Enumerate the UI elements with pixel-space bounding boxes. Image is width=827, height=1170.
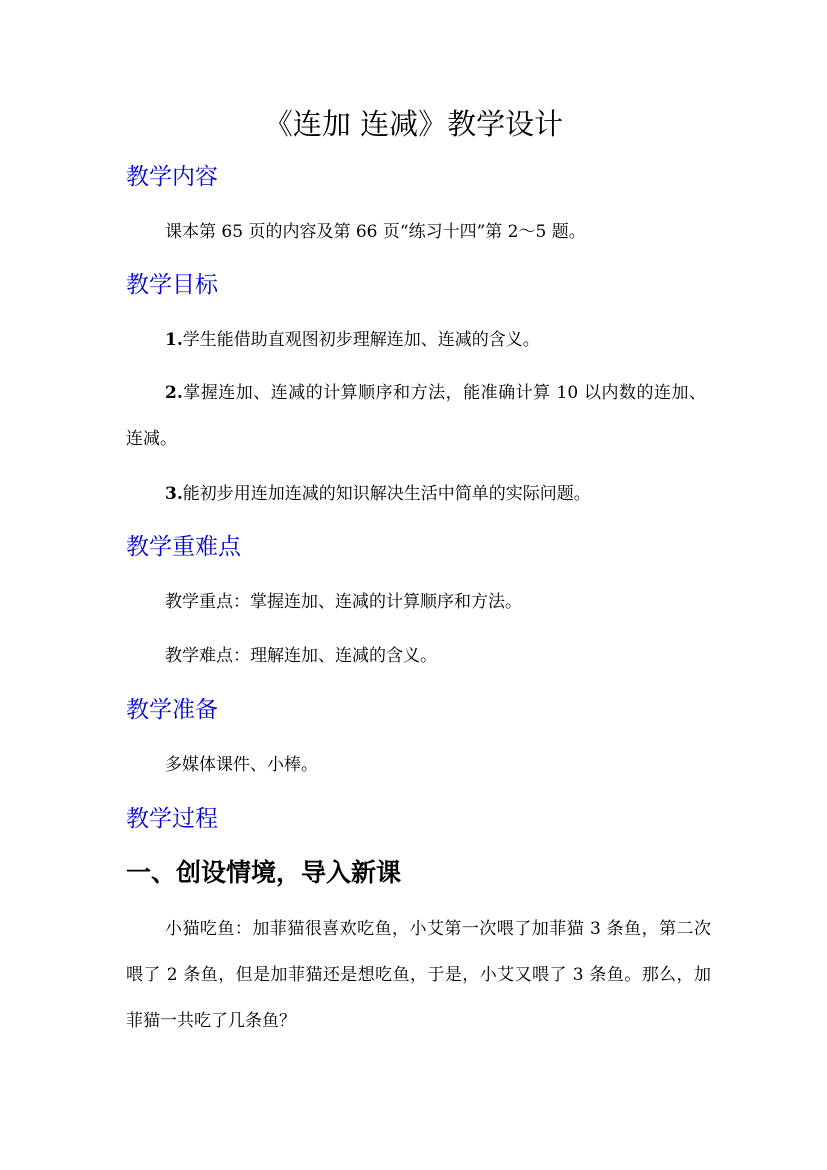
heading-teaching-goals: 教学目标: [126, 272, 218, 298]
goal-item-number: 3.: [165, 484, 183, 504]
goal-item-3: [165, 482, 591, 506]
document-title: 《连加 连减》教学设计: [263, 107, 564, 141]
step-1-title: 一、创设情境，导入新课: [126, 858, 402, 887]
goal-item-text: 学生能借助直观图初步理解连加、连减的含义。: [182, 330, 540, 350]
teaching-difficulty-text: 教学难点：理解连加、连减的含义。: [165, 646, 437, 666]
goal-item-text: 能初步用连加连减的知识解决生活中简单的实际问题。: [182, 484, 591, 504]
teaching-content-text: 课本第 65 页的内容及第 66 页“练习十四”第 2～5 题。: [165, 222, 586, 242]
teaching-focus-text: 教学重点：掌握连加、连减的计算顺序和方法。: [165, 592, 522, 612]
goal-item-2: [126, 370, 706, 462]
goal-item-number: 2.: [165, 383, 183, 403]
heading-preparation: 教学准备: [126, 697, 218, 723]
preparation-text: 多媒体课件、小棒。: [165, 755, 318, 775]
goal-item-number: 1.: [165, 330, 183, 350]
heading-teaching-process: 教学过程: [126, 806, 218, 832]
step-1-text: 小猫吃鱼：加菲猫很喜欢吃鱼，小艾第一次喂了加菲猫 3 条鱼，第二次喂了 2 条鱼，但是加菲猫还是想吃鱼，于是，小艾又喂了 3 条鱼。那么，加菲猫一共吃了几条鱼？: [126, 919, 711, 1031]
heading-key-points: 教学重难点: [126, 534, 241, 560]
goal-item-text: 掌握连加、连减的计算顺序和方法，能准确计算 10 以内数的连加、连减。: [126, 383, 706, 449]
heading-teaching-content: 教学内容: [126, 164, 218, 190]
goal-item-1: [165, 328, 540, 352]
